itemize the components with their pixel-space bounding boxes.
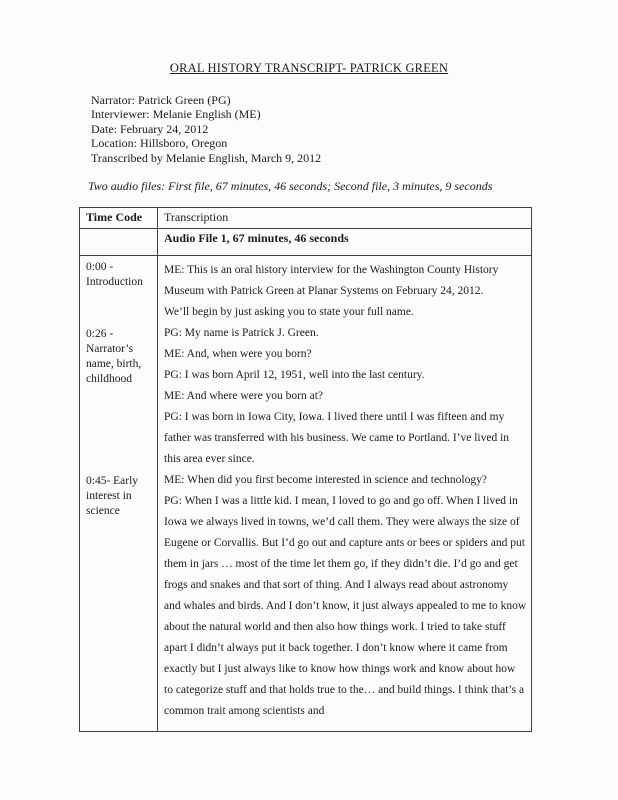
time-code-0-45: 0:45- Early interest in science — [80, 470, 158, 731]
meta-location: Location: Hillsboro, Oregon — [91, 136, 228, 151]
column-header-time-code: Time Code — [80, 208, 158, 228]
transcript-paragraph: PG: I was born in Iowa City, Iowa. I lived there until I was fifteen and my father was transferred with his business. We came to Portland. I’ve lived in this area ever since. — [164, 411, 510, 465]
meta-interviewer: Interviewer: Melanie English (ME) — [91, 107, 261, 122]
audio-files-note: Two audio files: First file, 67 minutes, 46 seconds; Second file, 3 minutes, 9 seconds — [88, 179, 493, 193]
meta-date: Date: February 24, 2012 — [91, 121, 209, 136]
transcript-row-name-birth-childhood — [80, 323, 531, 470]
transcription-cell-name-birth-childhood — [158, 323, 531, 470]
transcript-paragraph: We’ll begin by just asking you to state your full name. — [164, 306, 414, 318]
time-code-0-26: 0:26 - Narrator’s name, birth, childhood — [80, 323, 158, 470]
document-title: ORAL HISTORY TRANSCRIPT- PATRICK GREEN — [169, 61, 449, 75]
meta-narrator: Narrator: Patrick Green (PG) — [91, 93, 231, 107]
transcript-paragraph: ME: When did you first become interested in science and technology? — [164, 474, 487, 486]
table-header-row — [80, 208, 531, 229]
metadata-block — [91, 93, 321, 165]
transcript-paragraph: ME: This is an oral history interview for the Washington County History Museum with Patrick Green at Planar Systems on February 24, 2012. — [164, 264, 499, 297]
meta-transcribed-by: Transcribed by Melanie English, March 9, 2012 — [91, 150, 322, 165]
audio-file-section-header: Audio File 1, 67 minutes, 46 seconds — [164, 231, 349, 245]
time-code-0-00: 0:00 - Introduction — [80, 256, 158, 323]
transcript-row-introduction — [80, 256, 531, 323]
transcription-cell-introduction — [158, 256, 531, 323]
transcript-paragraph: PG: When I was a little kid. I mean, I loved to go and go off. When I lived in Iowa we always lived in towns, we’d call them. They were always the size of Eugene or Corvallis. But I’d go out and capture ants or bees or spiders and put them in jars … most of the time let them go, if they didn’t die. I’d go and get frogs and snakes and that sort of thing. And I always read about astronomy and whales and birds. And I don’t know, it just always appealed to me to know about the natural world and then also how things work. I tried to take stuff apart I didn’t always put it back together. I don’t know where it came from exactly but I just always like to know how things work and know about how to categorize stuff and that holds true to the… and build things. I think that’s a common trait among scientists and — [164, 495, 527, 717]
column-header-transcription: Transcription — [164, 210, 229, 224]
audio-file-section-empty-cell — [80, 229, 158, 255]
transcript-paragraph: ME: And, when were you born? — [164, 348, 312, 360]
transcript-paragraph: ME: And where were you born at? — [164, 390, 324, 402]
audio-file-section-row — [80, 229, 531, 256]
transcript-table — [79, 207, 532, 732]
transcript-row-early-interest-science — [80, 470, 531, 731]
transcription-cell-early-interest-science — [158, 470, 531, 731]
transcript-paragraph: PG: My name is Patrick J. Green. — [164, 327, 319, 339]
transcript-paragraph: PG: I was born April 12, 1951, well into the last century. — [164, 369, 425, 381]
